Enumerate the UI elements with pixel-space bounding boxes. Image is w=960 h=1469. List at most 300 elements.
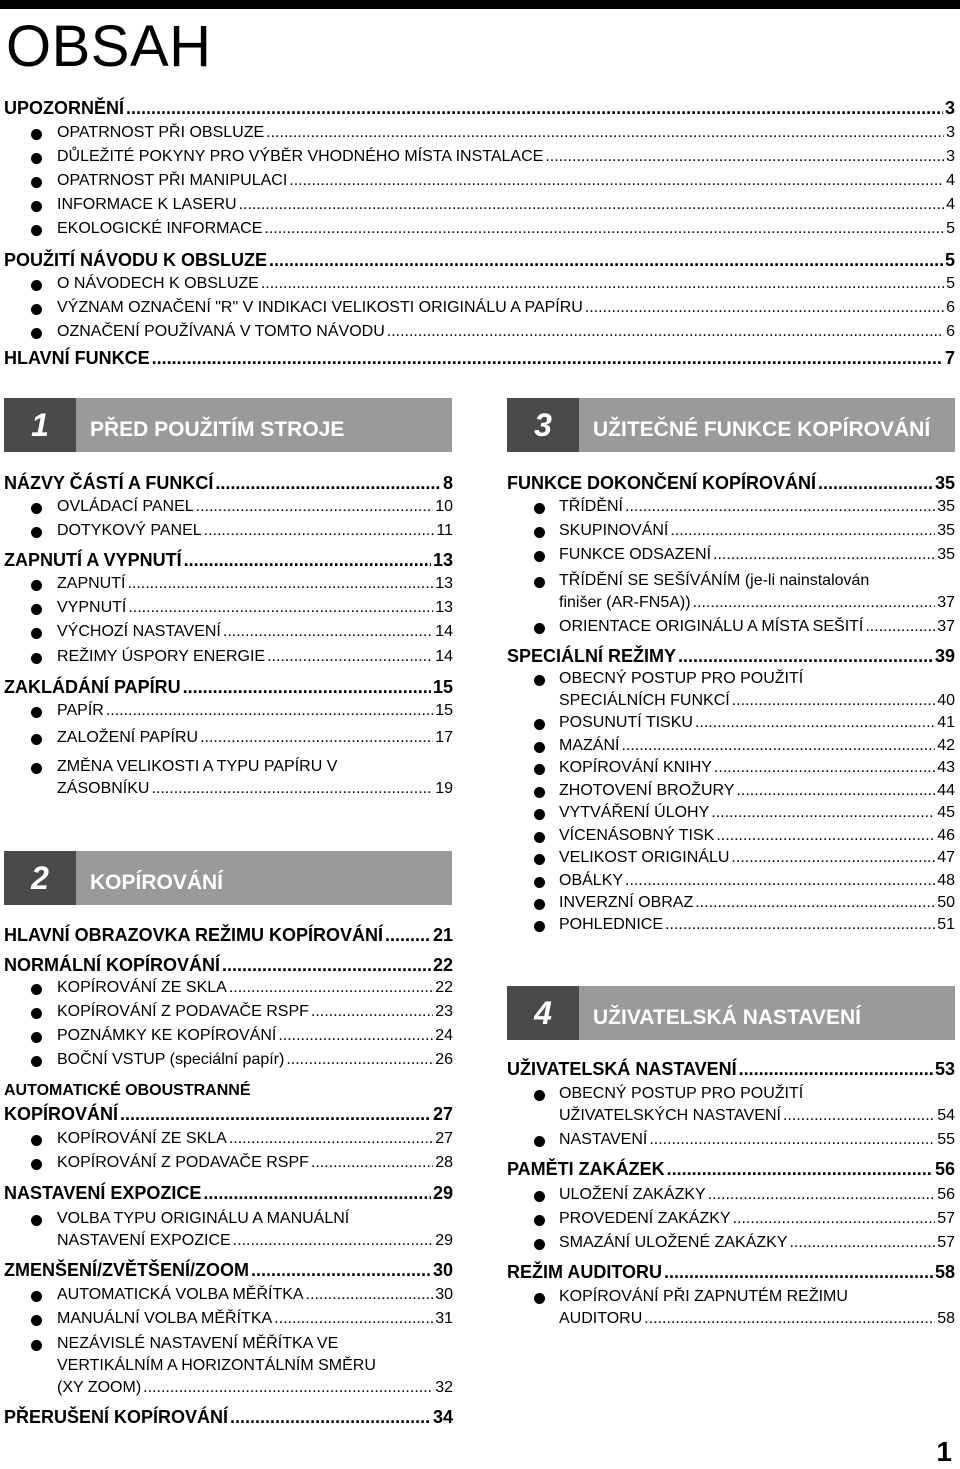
toc-page-number: 5	[946, 220, 955, 237]
toc-entry-line: NEZÁVISLÉ NASTAVENÍ MĚŘÍTKA VE	[57, 1335, 339, 1352]
toc-page-number: 50	[937, 894, 955, 911]
toc-page-number: 23	[435, 1003, 453, 1020]
dot-leader	[664, 1262, 933, 1283]
toc-entry-text: MAZÁNÍ	[559, 737, 620, 754]
toc-page-number: 57	[937, 1210, 955, 1227]
bullet-icon	[534, 787, 545, 798]
toc-entry-text: KOPÍROVÁNÍ Z PODAVAČE RSPF	[57, 1154, 309, 1171]
dot-leader	[261, 275, 944, 293]
toc-entry-text: HLAVNÍ OBRAZOVKA REŽIMU KOPÍROVÁNÍ	[4, 925, 384, 945]
toc-page-number: 45	[937, 804, 955, 821]
toc-entry-text: SKUPINOVÁNÍ	[559, 522, 669, 539]
dot-leader	[711, 804, 935, 822]
toc-item[interactable]	[559, 1310, 955, 1328]
toc-item[interactable]	[57, 148, 955, 166]
toc-page-number: 58	[937, 1310, 955, 1327]
bullet-icon	[534, 1191, 545, 1202]
toc-page-number: 27	[432, 1104, 453, 1124]
dot-leader	[585, 299, 944, 317]
bullet-icon	[534, 764, 545, 775]
dot-leader	[667, 1159, 933, 1180]
bullet-icon	[31, 201, 42, 212]
toc-page-number: 57	[937, 1234, 955, 1251]
bullet-icon	[31, 984, 42, 995]
bullet-icon	[534, 1293, 545, 1304]
dot-leader	[289, 172, 944, 190]
chapter-1-banner	[4, 398, 452, 452]
dot-leader	[311, 1003, 433, 1021]
toc-item[interactable]	[57, 575, 453, 593]
dot-leader	[233, 1232, 434, 1250]
toc-entry-text: INVERZNÍ OBRAZ	[559, 894, 694, 911]
dot-leader	[733, 1210, 936, 1228]
toc-entry-text: OPATRNOST PŘI MANIPULACI	[57, 172, 288, 189]
toc-entry-text: INFORMACE K LASERU	[57, 196, 237, 213]
toc-item[interactable]	[559, 782, 955, 800]
toc-entry-text: VÝZNAM OZNAČENÍ "R" V INDIKACI VELIKOSTI ORIGINÁLU A PAPÍRU	[57, 299, 583, 316]
dot-leader	[223, 623, 433, 641]
dot-leader	[731, 849, 935, 867]
toc-page-number: 44	[937, 782, 955, 799]
toc-item[interactable]	[57, 1027, 453, 1045]
toc-entry-line: OBECNÝ POSTUP PRO POUŽITÍ	[559, 1085, 804, 1102]
toc-heading[interactable]	[4, 250, 955, 271]
bullet-icon	[534, 503, 545, 514]
toc-page-number: 37	[937, 618, 955, 635]
toc-item[interactable]	[57, 979, 453, 997]
toc-entry-text: SPECIÁLNÍCH FUNKCÍ	[559, 692, 730, 709]
dot-leader	[865, 618, 935, 636]
toc-entry-text: ZÁSOBNÍKU	[57, 780, 150, 797]
dot-leader	[230, 1407, 431, 1428]
dot-leader	[732, 692, 936, 710]
toc-entry-text: VÝCHOZÍ NASTAVENÍ	[57, 623, 221, 640]
toc-page-number: 3	[944, 98, 955, 118]
toc-page-number: 27	[435, 1130, 453, 1147]
toc-page-number: 35	[937, 546, 955, 563]
dot-leader	[387, 323, 944, 341]
toc-item[interactable]	[57, 1154, 453, 1172]
toc-entry-text: SMAZÁNÍ ULOŽENÉ ZAKÁZKY	[559, 1234, 788, 1251]
toc-entry-text: REŽIM AUDITORU	[507, 1262, 662, 1282]
bullet-icon	[31, 1159, 42, 1170]
toc-entry-text: KOPÍROVÁNÍ	[4, 1104, 119, 1124]
toc-item[interactable]	[57, 1051, 453, 1069]
toc-item[interactable]	[57, 1310, 453, 1328]
chapter-title: KOPÍROVÁNÍ	[76, 851, 452, 905]
toc-page-number: 5	[946, 275, 955, 292]
toc-item[interactable]	[559, 916, 955, 934]
toc-entry-text: (XY ZOOM)	[57, 1379, 142, 1396]
dot-leader	[783, 1107, 935, 1125]
bullet-icon	[31, 1215, 42, 1226]
toc-page-number: 24	[435, 1027, 453, 1044]
toc-item[interactable]	[559, 804, 955, 822]
toc-item[interactable]	[559, 594, 955, 612]
toc-entry-text: ZALOŽENÍ PAPÍRU	[57, 729, 199, 746]
toc-heading[interactable]	[4, 473, 453, 494]
dot-leader	[736, 782, 935, 800]
toc-item[interactable]	[57, 498, 453, 516]
toc-page-number: 43	[937, 759, 955, 776]
toc-entry-text: PAMĚTI ZAKÁZEK	[507, 1159, 665, 1179]
bullet-icon	[31, 304, 42, 315]
toc-entry-text: MANUÁLNÍ VOLBA MĚŘÍTKA	[57, 1310, 273, 1327]
dot-leader	[203, 1183, 431, 1204]
chapter-3-banner	[507, 398, 955, 452]
toc-entry-text: NÁZVY ČÁSTÍ A FUNKCÍ	[4, 473, 214, 493]
toc-entry-text: ULOŽENÍ ZAKÁZKY	[559, 1186, 706, 1203]
toc-entry-text: UŽIVATELSKÝCH NASTAVENÍ	[559, 1107, 781, 1124]
bullet-icon	[534, 832, 545, 843]
dot-leader	[184, 550, 431, 571]
bullet-icon	[534, 675, 545, 686]
bullet-icon	[534, 854, 545, 865]
toc-page-number: 35	[937, 498, 955, 515]
dot-leader	[267, 648, 433, 666]
toc-entry-text: KOPÍROVÁNÍ ZE SKLA	[57, 1130, 227, 1147]
dot-leader	[621, 737, 935, 755]
dot-leader	[204, 522, 435, 540]
bullet-icon	[534, 742, 545, 753]
toc-heading[interactable]	[507, 1059, 955, 1080]
toc-item[interactable]	[559, 872, 955, 890]
toc-entry-text: TŘÍDĚNÍ	[559, 498, 623, 515]
dot-leader	[274, 1310, 433, 1328]
toc-page-number: 15	[435, 702, 453, 719]
bullet-icon	[31, 580, 42, 591]
dot-leader	[239, 196, 945, 214]
toc-entry-text: O NÁVODECH K OBSLUZE	[57, 275, 259, 292]
toc-page-number: 6	[946, 323, 955, 340]
toc-page-number: 26	[435, 1051, 453, 1068]
toc-item[interactable]	[57, 1003, 453, 1021]
toc-heading[interactable]	[507, 473, 955, 494]
toc-page-number: 7	[944, 348, 955, 368]
bullet-icon	[31, 628, 42, 639]
bullet-icon	[534, 551, 545, 562]
toc-page-number: 41	[937, 714, 955, 731]
toc-heading[interactable]	[507, 1262, 955, 1283]
toc-page-number: 29	[435, 1232, 453, 1249]
toc-page-number: 53	[934, 1059, 955, 1079]
toc-entry-line: VERTIKÁLNÍM A HORIZONTÁLNÍM SMĚRU	[57, 1357, 376, 1374]
toc-entry-text: VELIKOST ORIGINÁLU	[559, 849, 730, 866]
dot-leader	[266, 124, 944, 142]
toc-entry-line: AUTOMATICKÉ OBOUSTRANNÉ	[4, 1082, 251, 1099]
toc-page-number: 47	[937, 849, 955, 866]
dot-leader	[200, 729, 433, 747]
dot-leader	[269, 250, 943, 271]
dot-leader	[695, 714, 935, 732]
toc-entry-text: POHLEDNICE	[559, 916, 664, 933]
toc-entry-text: UPOZORNĚNÍ	[4, 98, 125, 118]
toc-entry-text: ZHOTOVENÍ BROŽURY	[559, 782, 735, 799]
toc-heading[interactable]	[4, 348, 955, 369]
chapter-title: UŽIVATELSKÁ NASTAVENÍ	[579, 986, 955, 1040]
bullet-icon	[31, 653, 42, 664]
toc-item[interactable]	[57, 780, 453, 798]
toc-entry-text: FUNKCE ODSAZENÍ	[559, 546, 712, 563]
toc-page-number: 37	[937, 594, 955, 611]
toc-page-number: 29	[432, 1183, 453, 1203]
toc-page-number: 22	[432, 955, 453, 975]
toc-entry-text: ZMENŠENÍ/ZVĚTŠENÍ/ZOOM	[4, 1260, 250, 1280]
toc-entry-text: PŘERUŠENÍ KOPÍROVÁNÍ	[4, 1407, 229, 1427]
chapter-title: PŘED POUŽITÍM STROJE	[76, 398, 452, 452]
bullet-icon	[31, 129, 42, 140]
toc-page-number: 5	[944, 250, 955, 270]
bullet-icon	[31, 225, 42, 236]
toc-item[interactable]	[57, 220, 955, 238]
toc-page-number: 4	[946, 172, 955, 189]
toc-item[interactable]	[559, 827, 955, 845]
bullet-icon	[31, 763, 42, 774]
toc-page-number: 11	[436, 522, 453, 539]
toc-heading[interactable]	[4, 1104, 453, 1125]
bullet-icon	[534, 527, 545, 538]
dot-leader	[625, 872, 935, 890]
toc-page-number: 32	[435, 1379, 453, 1396]
bullet-icon	[31, 1315, 42, 1326]
toc-page-number: 55	[937, 1131, 955, 1148]
toc-item[interactable]	[559, 522, 955, 540]
toc-page-number: 46	[937, 827, 955, 844]
toc-heading[interactable]	[4, 550, 453, 571]
toc-item[interactable]	[559, 849, 955, 867]
toc-page-number: 19	[435, 780, 453, 797]
toc-entry-text: POUŽITÍ NÁVODU K OBSLUZE	[4, 250, 268, 270]
toc-entry-text: AUTOMATICKÁ VOLBA MĚŘÍTKA	[57, 1286, 304, 1303]
toc-heading[interactable]	[4, 1260, 453, 1281]
toc-item[interactable]	[559, 498, 955, 516]
toc-entry-text: UŽIVATELSKÁ NASTAVENÍ	[507, 1059, 737, 1079]
toc-page-number: 13	[435, 599, 453, 616]
toc-entry-line: OBECNÝ POSTUP PRO POUŽITÍ	[559, 670, 804, 687]
dot-leader	[126, 98, 943, 119]
toc-entry-text: NASTAVENÍ	[559, 1131, 648, 1148]
bullet-icon	[534, 899, 545, 910]
dot-leader	[385, 925, 431, 946]
toc-page-number: 15	[432, 677, 453, 697]
toc-item[interactable]	[559, 618, 955, 636]
dot-leader	[183, 677, 431, 698]
toc-item[interactable]	[57, 729, 453, 747]
bullet-icon	[31, 280, 42, 291]
toc-item[interactable]	[57, 702, 453, 720]
toc-entry-text: ZAPNUTÍ	[57, 575, 126, 592]
dot-leader	[693, 594, 936, 612]
dot-leader	[143, 1379, 433, 1397]
toc-entry-text: POZNÁMKY KE KOPÍROVÁNÍ	[57, 1027, 277, 1044]
dot-leader	[151, 780, 433, 798]
toc-item[interactable]	[57, 323, 955, 341]
toc-item[interactable]	[57, 1379, 453, 1397]
toc-page-number: 21	[432, 925, 453, 945]
toc-item[interactable]	[57, 124, 955, 142]
bullet-icon	[534, 921, 545, 932]
dot-leader	[222, 955, 431, 976]
toc-item[interactable]	[57, 275, 955, 293]
toc-item[interactable]	[559, 1234, 955, 1252]
dot-leader	[264, 220, 944, 238]
toc-heading[interactable]	[4, 677, 453, 698]
bullet-icon	[31, 1340, 42, 1351]
bullet-icon	[31, 1291, 42, 1302]
toc-page-number: 51	[937, 916, 955, 933]
toc-entry-text: ZAPNUTÍ A VYPNUTÍ	[4, 550, 182, 570]
toc-item[interactable]	[57, 172, 955, 190]
dot-leader	[716, 827, 935, 845]
toc-entry-text: BOČNÍ VSTUP (speciální papír)	[57, 1051, 285, 1068]
toc-item[interactable]	[559, 759, 955, 777]
toc-entry-text: SPECIÁLNÍ REŽIMY	[507, 646, 677, 666]
bullet-icon	[31, 1056, 42, 1067]
dot-leader	[714, 759, 935, 777]
toc-heading[interactable]	[4, 1407, 453, 1428]
toc-page-number: 28	[435, 1154, 453, 1171]
dot-leader	[665, 916, 935, 934]
toc-page-number: 14	[435, 648, 453, 665]
toc-item[interactable]	[559, 692, 955, 710]
toc-entry-text: ORIENTACE ORIGINÁLU A MÍSTA SEŠITÍ	[559, 618, 864, 635]
toc-page-number: 34	[432, 1407, 453, 1427]
toc-item[interactable]	[559, 1131, 955, 1149]
toc-page-number: 39	[934, 646, 955, 666]
chapter-number: 2	[4, 851, 76, 905]
toc-heading[interactable]	[507, 646, 955, 667]
dot-leader	[695, 894, 935, 912]
toc-item[interactable]	[57, 599, 453, 617]
toc-item[interactable]	[559, 1107, 955, 1125]
toc-entry-text: VYTVÁŘENÍ ÚLOHY	[559, 804, 710, 821]
toc-page-number: 4	[946, 196, 955, 213]
toc-entry-text: KOPÍROVÁNÍ ZE SKLA	[57, 979, 227, 996]
toc-entry-text: AUDITORU	[559, 1310, 643, 1327]
toc-item[interactable]	[559, 894, 955, 912]
toc-item[interactable]	[57, 648, 453, 666]
toc-entry-text: PROVEDENÍ ZAKÁZKY	[559, 1210, 731, 1227]
toc-item[interactable]	[559, 546, 955, 564]
dot-leader	[311, 1154, 433, 1172]
toc-item[interactable]	[559, 714, 955, 732]
dot-leader	[739, 1059, 933, 1080]
toc-heading[interactable]	[4, 98, 955, 119]
toc-item[interactable]	[57, 196, 955, 214]
toc-page-number: 30	[435, 1286, 453, 1303]
toc-entry-text: OZNAČENÍ POUŽÍVANÁ V TOMTO NÁVODU	[57, 323, 385, 340]
bullet-icon	[31, 177, 42, 188]
toc-entry-line: ZMĚNA VELIKOSTI A TYPU PAPÍRU V	[57, 758, 338, 775]
dot-leader	[215, 473, 441, 494]
toc-entry-text: REŽIMY ÚSPORY ENERGIE	[57, 648, 266, 665]
bullet-icon	[31, 1008, 42, 1019]
dot-leader	[229, 979, 433, 997]
toc-page-number: 6	[946, 299, 955, 316]
dot-leader	[106, 702, 433, 720]
dot-leader	[128, 599, 433, 617]
dot-leader	[713, 546, 935, 564]
toc-entry-text: OBÁLKY	[559, 872, 624, 889]
toc-item[interactable]	[559, 737, 955, 755]
toc-item[interactable]	[559, 1210, 955, 1228]
toc-entry-line: KOPÍROVÁNÍ PŘI ZAPNUTÉM REŽIMU	[559, 1288, 848, 1305]
toc-page-number: 31	[435, 1310, 453, 1327]
dot-leader	[644, 1310, 935, 1328]
toc-entry-text: EKOLOGICKÉ INFORMACE	[57, 220, 263, 237]
toc-entry-text: POSUNUTÍ TISKU	[559, 714, 693, 731]
toc-item[interactable]	[57, 623, 453, 641]
bullet-icon	[534, 809, 545, 820]
toc-page-number: 22	[435, 979, 453, 996]
dot-leader	[127, 575, 433, 593]
toc-heading[interactable]	[4, 955, 453, 976]
toc-page-number: 14	[435, 623, 453, 640]
bullet-icon	[31, 1032, 42, 1043]
bullet-icon	[534, 1090, 545, 1101]
toc-page-number: 13	[435, 575, 453, 592]
dot-leader	[678, 646, 933, 667]
toc-entry-text: KOPÍROVÁNÍ Z PODAVAČE RSPF	[57, 1003, 309, 1020]
toc-entry-text: DOTYKOVÝ PANEL	[57, 522, 202, 539]
chapter-number: 3	[507, 398, 579, 452]
dot-leader	[286, 1051, 433, 1069]
bullet-icon	[31, 707, 42, 718]
toc-item[interactable]	[57, 299, 955, 317]
toc-page-number: 58	[934, 1262, 955, 1282]
toc-page-number: 35	[934, 473, 955, 493]
toc-page-number: 40	[937, 692, 955, 709]
chapter-4-banner	[507, 986, 955, 1040]
toc-page-number: 42	[937, 737, 955, 754]
dot-leader	[278, 1027, 433, 1045]
toc-heading[interactable]	[507, 1159, 955, 1180]
dot-leader	[196, 498, 434, 516]
toc-entry-text: PAPÍR	[57, 702, 104, 719]
toc-item[interactable]	[57, 1286, 453, 1304]
bullet-icon	[31, 1135, 42, 1146]
toc-entry-text: OPATRNOST PŘI OBSLUZE	[57, 124, 265, 141]
toc-heading[interactable]	[4, 1183, 453, 1204]
dot-leader	[818, 473, 933, 494]
toc-item[interactable]	[57, 522, 453, 540]
bullet-icon	[534, 1239, 545, 1250]
toc-item[interactable]	[57, 1232, 453, 1250]
dot-leader	[545, 148, 944, 166]
toc-page-number: 48	[937, 872, 955, 889]
toc-item[interactable]	[559, 1186, 955, 1204]
dot-leader	[625, 498, 935, 516]
toc-heading[interactable]	[4, 925, 453, 946]
toc-item[interactable]	[57, 1130, 453, 1148]
bullet-icon	[31, 527, 42, 538]
toc-page-number: 3	[946, 124, 955, 141]
toc-entry-text: KOPÍROVÁNÍ KNIHY	[559, 759, 712, 776]
top-rule	[0, 0, 960, 9]
toc-page-number: 13	[432, 550, 453, 570]
bullet-icon	[31, 153, 42, 164]
toc-page-number: 54	[937, 1107, 955, 1124]
toc-entry-text: VÍCENÁSOBNÝ TISK	[559, 827, 715, 844]
bullet-icon	[31, 328, 42, 339]
bullet-icon	[534, 577, 545, 588]
toc-page-number: 17	[435, 729, 453, 746]
dot-leader	[152, 348, 943, 369]
toc-entry-text: DŮLEŽITÉ POKYNY PRO VÝBĚR VHODNÉHO MÍSTA INSTALACE	[57, 148, 544, 165]
toc-page-number: 10	[435, 498, 453, 515]
toc-page-number: 8	[442, 473, 453, 493]
chapter-title: UŽITEČNÉ FUNKCE KOPÍROVÁNÍ	[579, 398, 955, 452]
